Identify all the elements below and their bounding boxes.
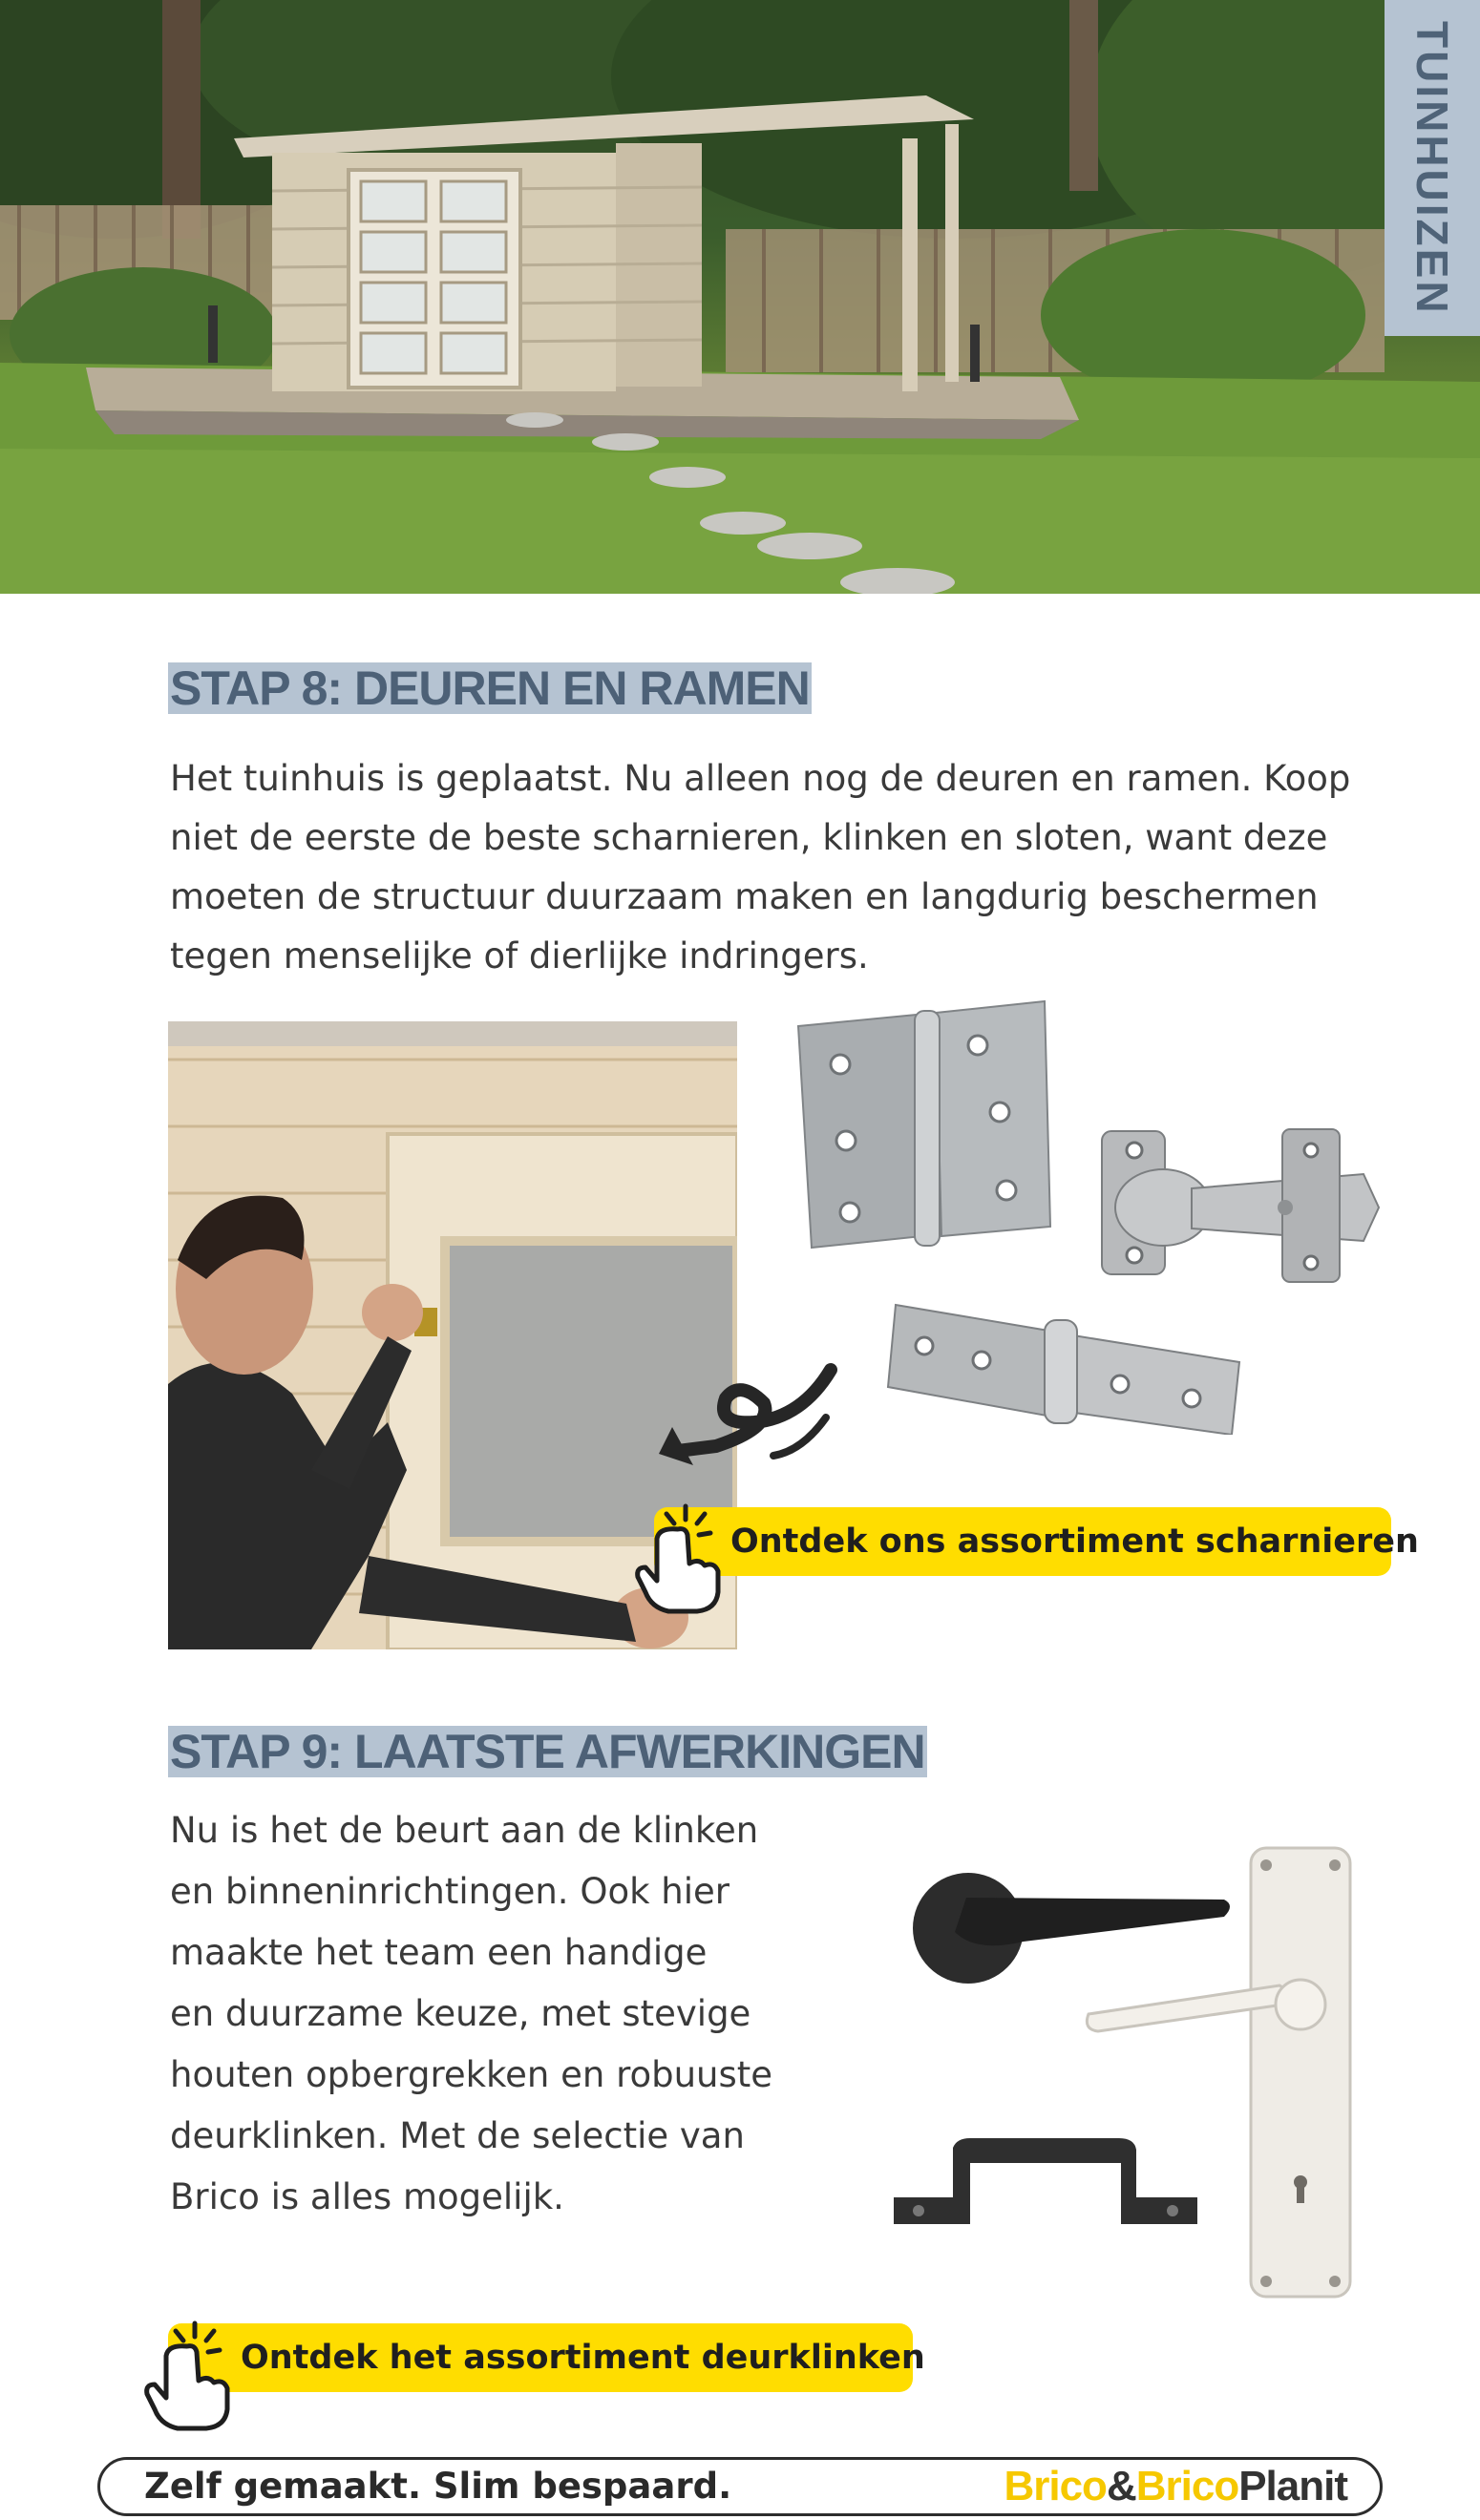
step8-heading: STAP 8: DEUREN EN RAMEN [170,662,810,715]
step9-line: deurklinken. Met de selectie van [170,2115,745,2156]
side-tab-label: TUINHUIZEN [1407,20,1457,316]
step8-line: niet de eerste de beste scharnieren, klinken en sloten, want deze [170,817,1328,858]
step9-line: houten opbergrekken en robuuste [170,2054,773,2095]
hero-garden-shed-photo [0,0,1480,594]
strap-hinge-image [886,1293,1245,1435]
footer-bar [97,2457,1383,2516]
butt-hinge-image [794,998,1054,1255]
concealed-hinge-image [1096,1122,1388,1292]
white-lever-handle-plate-image [1079,1842,1356,2300]
discover-door-handles-button[interactable] [168,2323,925,2392]
pointing-hand-icon [139,2318,235,2432]
curved-arrow-icon [659,1360,840,1470]
footer-slogan: Zelf gemaakt. Slim bespaard. [144,2466,732,2507]
discover-door-handles-label: Ontdek het assortiment deurklinken [241,2339,925,2377]
discover-hinges-label: Ontdek ons assortiment scharnieren [730,1522,1419,1561]
step8-line: Het tuinhuis is geplaatst. Nu alleen nog de deuren en ramen. Koop [170,758,1351,799]
step9-heading: STAP 9: LAATSTE AFWERKINGEN [170,1725,925,1778]
step8-paragraph [170,749,1350,986]
discover-hinges-button[interactable] [654,1507,1419,1576]
step9-line: en binneninrichtingen. Ook hier [170,1871,729,1912]
step9-paragraph [170,1800,772,2228]
step9-line: Nu is het de beurt aan de klinken [170,1810,759,1851]
brico-planit-logo: Brico&BricoPlanit [1004,2463,1347,2510]
step9-line: Brico is alles mogelijk. [170,2176,564,2217]
garden-shed-illustration [0,0,1480,594]
step8-line: tegen menselijke of dierlijke indringers. [170,935,869,976]
black-pull-handle-image [890,2136,1201,2228]
step9-line: en duurzame keuze, met stevige [170,1993,751,2034]
pointing-hand-icon [630,1501,726,1615]
step9-line: maakte het team een handige [170,1932,708,1973]
section-side-tab [1385,0,1480,336]
step8-line: moeten de structuur duurzaam maken en langdurig beschermen [170,876,1319,917]
